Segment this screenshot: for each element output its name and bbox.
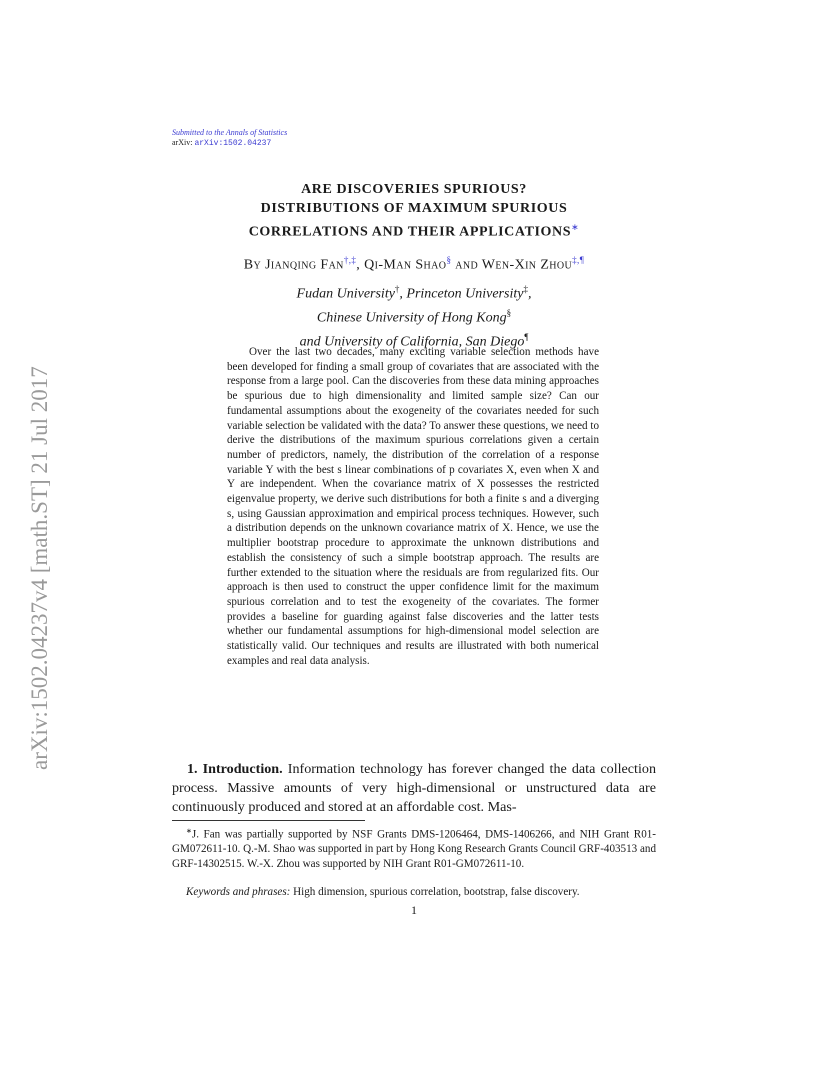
author-fan: Jianqing Fan — [265, 257, 344, 273]
affil-sep: , — [399, 286, 407, 302]
affil-cuhk-mark: § — [506, 308, 512, 319]
author-fan-marks[interactable]: †,‡ — [343, 255, 357, 265]
affil-ucsd: and University of California, San Diego — [299, 334, 525, 350]
author-and: and — [451, 257, 482, 273]
funding-footnote — [172, 824, 656, 872]
intro-text: Information technology has forever changed the data collection process. Massive amounts of very high-dimensional or unstructured data are continuously produced and stored at an affordable cost. Mas- — [172, 761, 656, 815]
author-separator: , — [356, 257, 365, 273]
affil-fudan: Fudan University — [296, 286, 395, 302]
arxiv-line — [172, 138, 287, 149]
author-zhou-marks[interactable]: ‡,¶ — [572, 255, 585, 265]
author-zhou: Wen-Xin Zhou — [481, 257, 573, 273]
keywords — [172, 885, 656, 900]
introduction-paragraph — [172, 760, 656, 817]
section-heading: 1. Introduction. — [187, 761, 283, 777]
abstract: Over the last two decades, many exciting variable selection methods have been developed for finding a small group of covariates that are associated with the response from a large pool. Can the discoveries from these data mining approaches be spurious due to high dimensionality and limited sample size? Can our fundamental assumptions about the exogeneity of the covariates needed for such variable selection be validated with the data? To answer these questions, we need to derive the distributions of the maximum spurious correlations given a certain number of predictors, namely, the distribution of the correlation of a response variable Y with the best s linear combinations of p covariates X, even when X and Y are independent. When the covariance matrix of X possesses the restricted eigenvalue property, we derive such distributions for both a finite s and a diverging s, using Gaussian approximation and empirical process techniques. However, such a distribution depends on the unknown covariance matrix of X. Hence, we use the multiplier bootstrap procedure to approximate the unknown distributions and establish the consistency of such a simple bootstrap approach. The results are further extended to the situation where the residuals are from regularized fits. Our approach is then used to construct the upper confidence limit for the maximum spurious correlation and to test the exogeneity of the covariates. The former provides a baseline for guarding against false discoveries and the latter tests whether our fundamental assumptions for high-dimensional model selection are statistically valid. Our techniques and results are illustrated with both numerical examples and real data analysis. — [227, 346, 599, 667]
affil-princeton-tail: , — [527, 286, 532, 302]
keywords-label: Keywords and phrases: — [186, 886, 291, 898]
journal-header — [172, 128, 287, 149]
affiliation-line-2 — [172, 304, 656, 328]
author-shao-marks[interactable]: § — [446, 255, 452, 265]
title-line-2: DISTRIBUTIONS OF MAXIMUM SPURIOUS — [260, 201, 568, 216]
journal-name[interactable]: Submitted to the Annals of Statistics — [172, 128, 288, 137]
author-prefix: By — [243, 257, 266, 273]
title-line-3-text: CORRELATIONS AND THEIR APPLICATIONS — [248, 224, 572, 240]
title-line-3 — [172, 218, 656, 242]
affil-cuhk: Chinese University of Hong Kong — [316, 310, 507, 326]
author-shao: Qi-Man Shao — [364, 257, 447, 273]
title-footnote-mark[interactable]: ∗ — [571, 222, 580, 232]
affiliations — [172, 280, 656, 352]
arxiv-prefix: arXiv: — [172, 138, 195, 147]
affil-fudan-mark: † — [394, 284, 400, 294]
footnote-text: J. Fan was partially supported by NSF Grants DMS-1206464, DMS-1406266, and NIH Grant R01-GM072611-10. Q.-M. Shao was supported in part by Hong Kong Research Grants Council GRF-403513 and GRF-14302515. W.-X. Zhou was supported by NIH Grant R01-GM072611-10. — [172, 828, 656, 871]
affiliation-line-1 — [172, 280, 656, 304]
title-line-1: ARE DISCOVERIES SPURIOUS? — [301, 182, 527, 197]
affil-princeton: Princeton University — [406, 286, 524, 302]
affil-princeton-mark: ‡ — [523, 284, 528, 294]
footnote-mark: ∗ — [186, 827, 192, 835]
keywords-text: High dimension, spurious correlation, bootstrap, false discovery. — [290, 886, 580, 898]
author-line — [172, 255, 656, 274]
paper-title — [172, 180, 656, 242]
arxiv-side-stamp: arXiv:1502.04237v4 [math.ST] 21 Jul 2017 — [27, 366, 52, 770]
footnote-rule — [172, 820, 365, 821]
affil-ucsd-mark: ¶ — [524, 332, 529, 343]
arxiv-id-link[interactable]: arXiv:1502.04237 — [194, 139, 272, 148]
page-number: 1 — [411, 903, 417, 917]
